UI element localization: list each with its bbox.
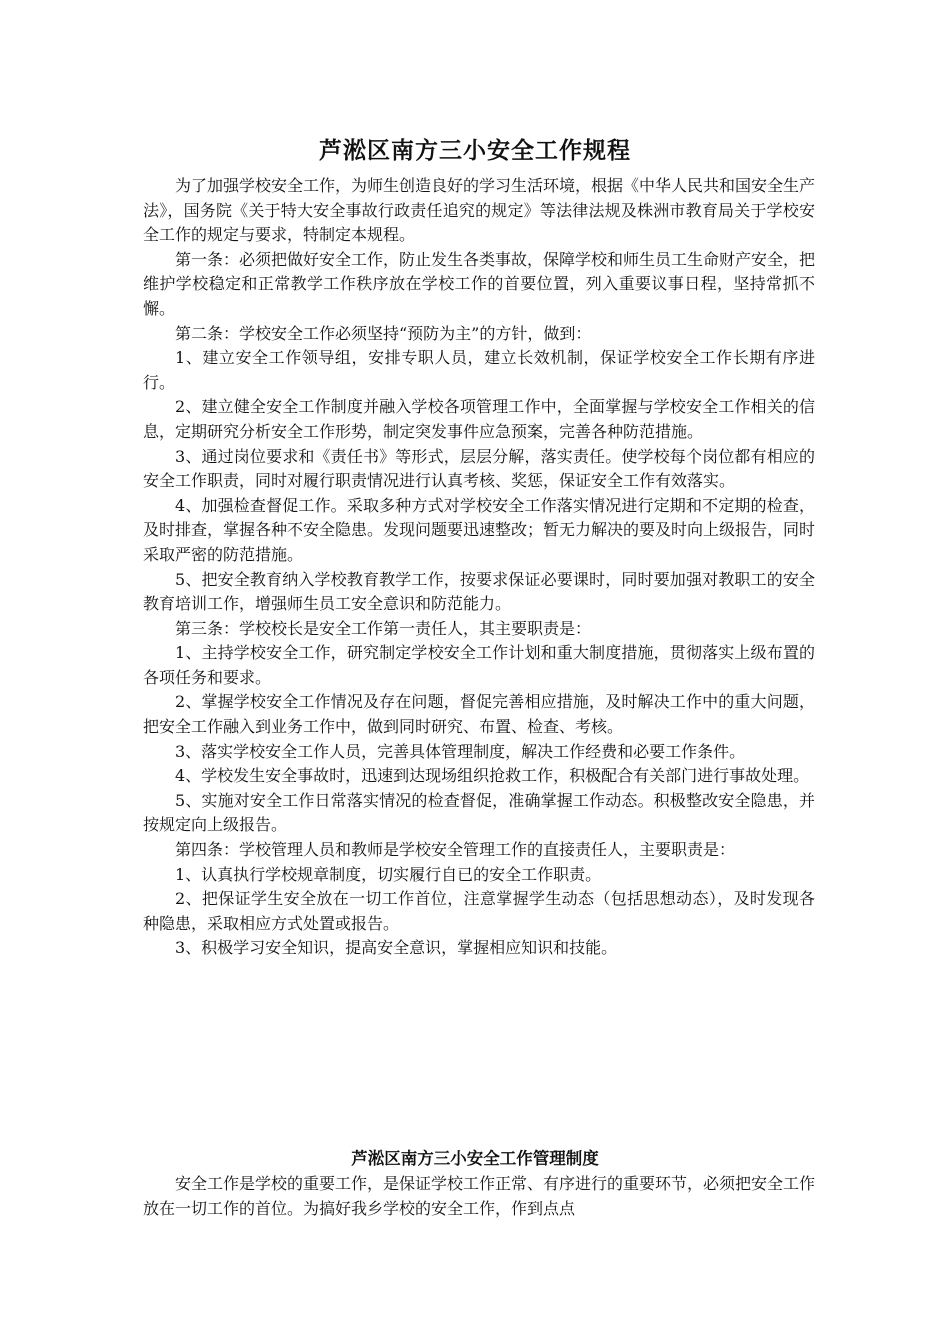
paragraph-intro: 为了加强学校安全工作，为师生创造良好的学习生活环境，根据《中华人民共和国安全生产法》，国务院《关于特大安全事故行政责任追究的规定》等法律法规及株洲市教育局关于学校安全工作的规定与要求，特制定本规程。 (143, 176, 816, 245)
paragraph-article-2-item-3: 3、通过岗位要求和《责任书》等形式，层层分解，落实责任。使学校每个岗位都有相应的安全工作职责，同时对履行职责情况进行认真考核、奖惩，保证安全工作有效落实。 (143, 446, 815, 491)
paragraph-article-2-item-4: 4、加强检查督促工作。采取多种方式对学校安全工作落实情况进行定期和不定期的检查，及时排查，掌握各种不安全隐患。发现问题要迅速整改；暂无力解决的要及时向上级报告，同时采取严密的防范措施。 (143, 495, 816, 564)
paragraph-article-3: 第三条：学校校长是安全工作第一责任人，其主要职责是： (175, 618, 592, 638)
document-title: 芦淞区南方三小安全工作规程 (319, 137, 631, 164)
paragraph-article-3-item-5: 5、实施对安全工作日常落实情况的检查督促，准确掌握工作动态。积极整改安全隐患，并按规定向上级报告。 (143, 790, 815, 835)
paragraph-article-2-item-1: 1、建立安全工作领导组，安排专职人员，建立长效机制，保证学校安全工作长期有序进行。 (143, 348, 815, 392)
paragraph-article-1: 第一条：必须把做好安全工作，防止发生各类事故，保障学校和师生员工生命财产安全，把维护学校稳定和正常教学工作秩序放在学校工作的首要位置，列入重要议事日程，坚持常抓不懈。 (143, 249, 816, 318)
document-body (143, 174, 815, 961)
section-body (143, 1172, 815, 1221)
paragraph-article-2: 第二条：学校安全工作必须坚持“预防为主”的方针，做到： (175, 323, 592, 343)
paragraph-article-2-item-5: 5、把安全教育纳入学校教育教学工作，按要求保证必要课时，同时要加强对教职工的安全教育培训工作，增强师生员工安全意识和防范能力。 (143, 569, 815, 614)
paragraph-article-3-item-4: 4、学校发生安全事故时，迅速到达现场组织抢救工作，积极配合有关部门进行事故处理。 (175, 766, 810, 786)
paragraph-article-3-item-2: 2、掌握学校安全工作情况及存在问题，督促完善相应措施，及时解决工作中的重大问题，把安全工作融入到业务工作中，做到同时研究、布置、检查、考核。 (143, 692, 815, 737)
paragraph-article-3-item-1: 1、主持学校安全工作，研究制定学校安全工作计划和重大制度措施，贯彻落实上级布置的各项任务和要求。 (143, 643, 815, 687)
paragraph-section-intro: 安全工作是学校的重要工作，是保证学校工作正常、有序进行的重要环节，必须把安全工作放在一切工作的首位。为搞好我乡学校的安全工作，作到点点 (143, 1174, 816, 1218)
section-title: 芦淞区南方三小安全工作管理制度 (351, 1149, 599, 1168)
paragraph-article-2-item-2: 2、建立健全安全工作制度并融入学校各项管理工作中，全面掌握与学校安全工作相关的信息，定期研究分析安全工作形势，制定突发事件应急预案，完善各种防范措施。 (143, 397, 815, 441)
paragraph-article-3-item-3: 3、落实学校安全工作人员，完善具体管理制度，解决工作经费和必要工作条件。 (175, 741, 746, 761)
paragraph-article-4-item-1: 1、认真执行学校规章制度，切实履行自已的安全工作职责。 (175, 864, 602, 884)
paragraph-article-4-item-3: 3、积极学习安全知识，提高安全意识，掌握相应知识和技能。 (175, 938, 618, 958)
paragraph-article-4-item-2: 2、把保证学生安全放在一切工作首位，注意掌握学生动态（包括思想动态），及时发现各种隐患，采取相应方式处置或报告。 (143, 889, 815, 933)
paragraph-article-4: 第四条：学校管理人员和教师是学校安全管理工作的直接责任人，主要职责是： (175, 840, 736, 860)
